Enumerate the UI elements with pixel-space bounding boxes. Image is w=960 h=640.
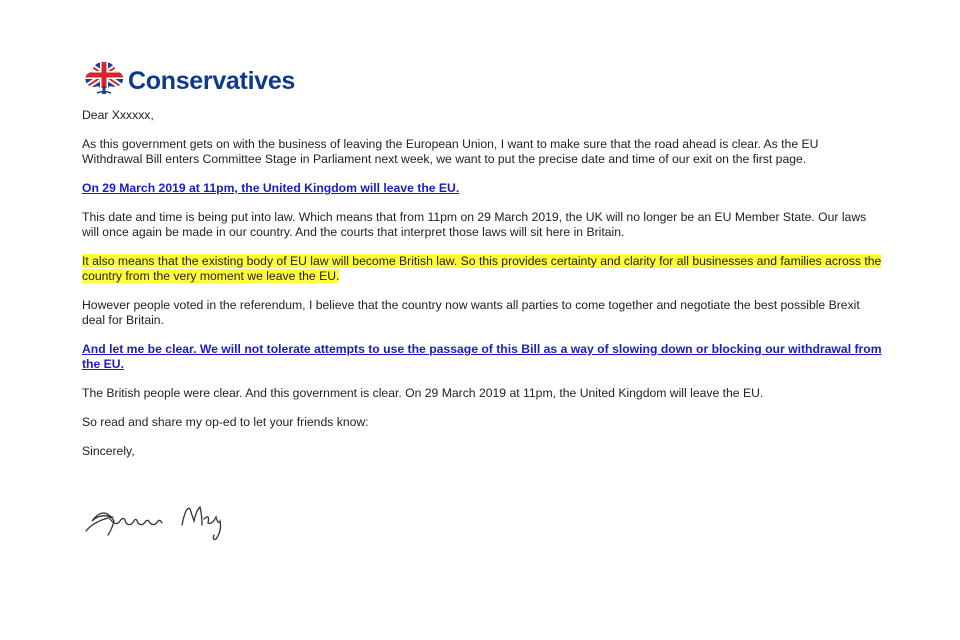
tolerate-link[interactable]: And let me be clear. We will not tolerate attempts to use the passage of this Bill as a way of slowing down or blocking our withdrawal from the EU.	[82, 342, 882, 371]
closing: Sincerely,	[82, 444, 135, 458]
salutation: Dear Xxxxxx,	[82, 108, 154, 122]
paragraph-share: So read and share my op-ed to let your friends know:	[82, 415, 369, 429]
paragraph-referendum: However people voted in the referendum, I believe that the country now wants all parties to come together and negotiate the best possible Brexit deal for Britain.	[82, 298, 860, 327]
paragraph-intro: As this government gets on with the business of leaving the European Union, I want to make sure that the road ahead is clear. As the EU Withdrawal Bill enters Committee Stage in Parliament next week, we want to put the precise date and time of our exit on the first page.	[82, 137, 819, 166]
exit-date-link[interactable]: On 29 March 2019 at 11pm, the United Kingdom will leave the EU.	[82, 181, 460, 195]
paragraph-clear: The British people were clear. And this government is clear. On 29 March 2019 at 11pm, the United Kingdom will leave the EU.	[82, 386, 764, 400]
conservatives-logo	[82, 58, 882, 98]
brand-name: Conservatives	[128, 66, 296, 95]
paragraph-law: This date and time is being put into law. Which means that from 11pm on 29 March 2019, the UK will no longer be an EU Member State. Our laws will once again be made in our country. And the courts that interpret those laws will sit here in Britain.	[82, 210, 867, 239]
union-jack-tree-icon	[82, 60, 126, 96]
handwritten-signature	[82, 491, 242, 543]
highlighted-paragraph: It also means that the existing body of EU law will become British law. So this provides certainty and clarity for all businesses and families across the country from the very moment we leave the EU.	[82, 254, 882, 283]
letter	[82, 58, 882, 547]
